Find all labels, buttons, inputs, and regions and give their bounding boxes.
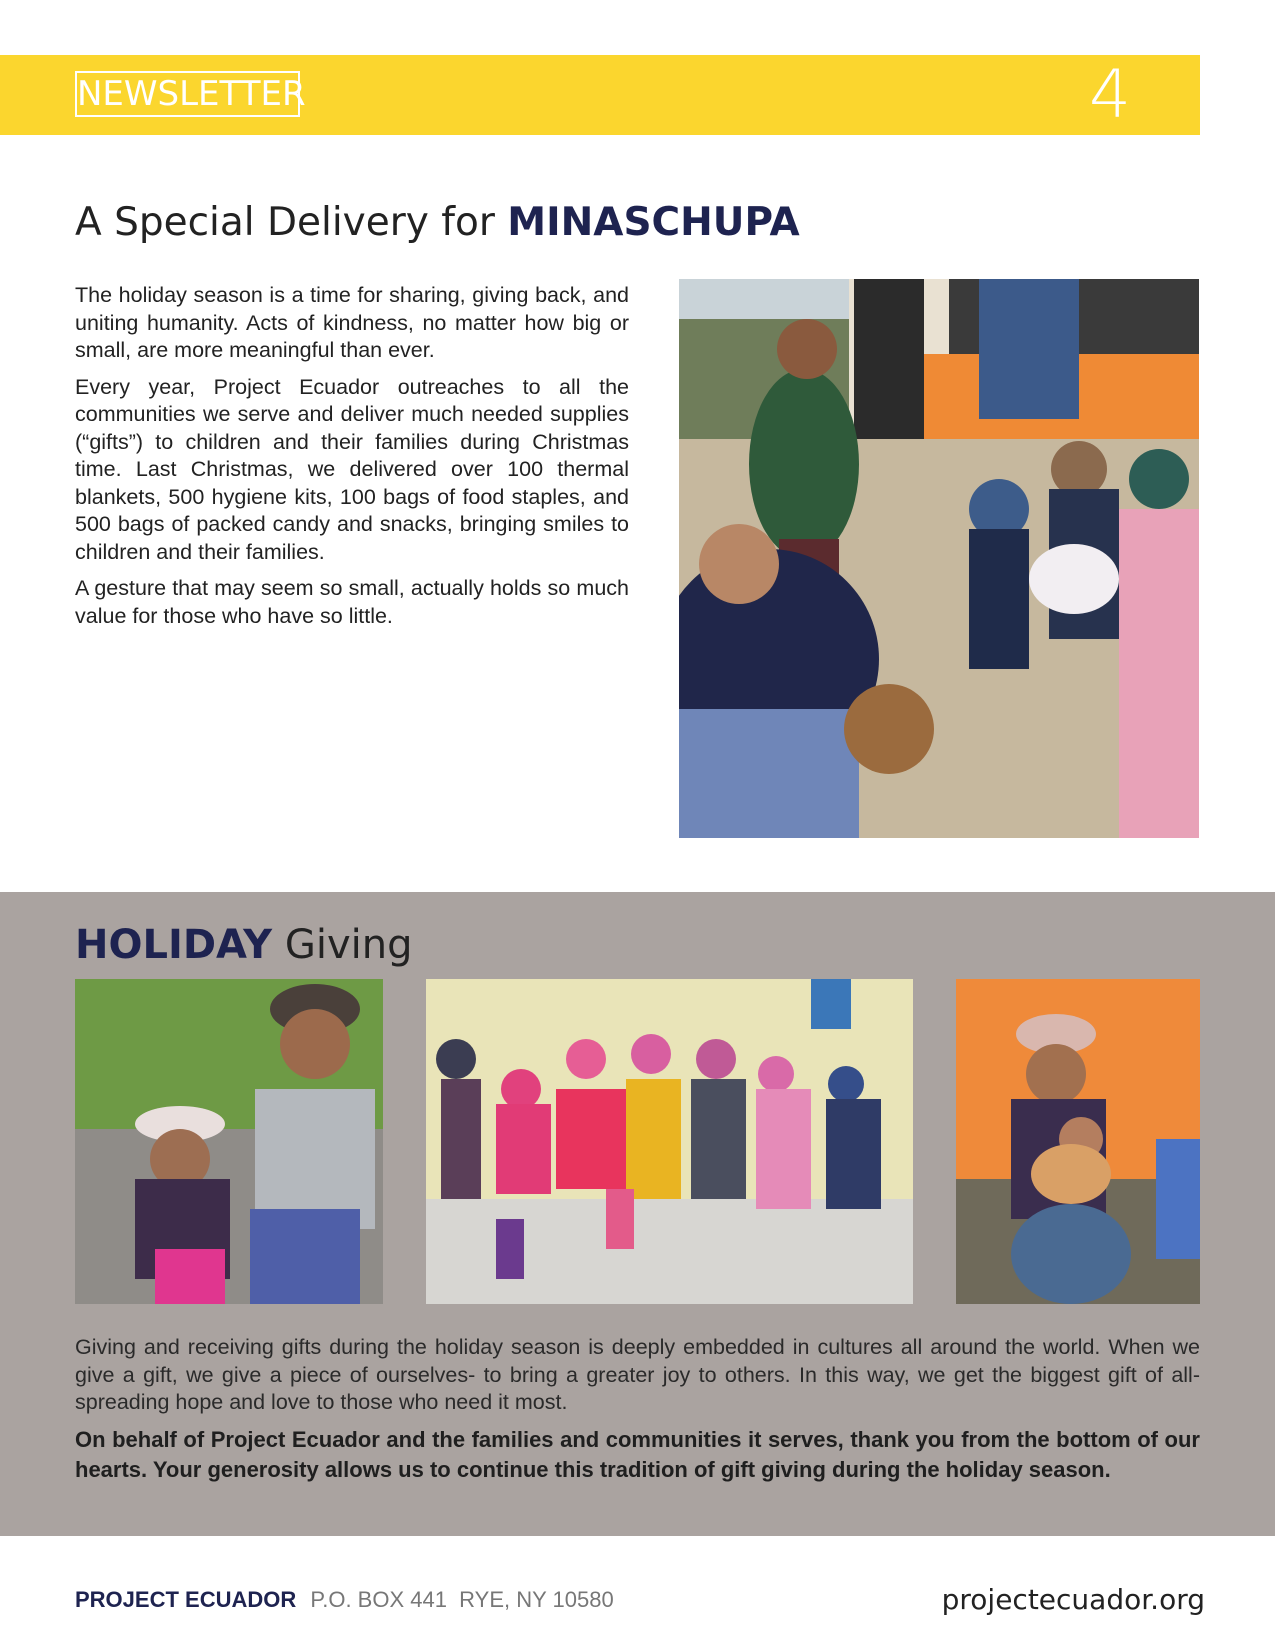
holiday-paragraph: Giving and receiving gifts during the holiday season is deeply embedded in cultures all around the world. When we give a gift, we give a piece of ourselves- to bring a greater joy to others. In this way, we get the biggest gift of all- spreading hope and love to those who need it most. xyxy=(75,1335,1200,1414)
footer-website[interactable]: projectecuador.org xyxy=(941,1583,1205,1616)
holiday-photo-2 xyxy=(426,979,913,1304)
holiday-photo-3 xyxy=(956,979,1200,1304)
delivery-photo xyxy=(679,279,1199,838)
holiday-title-bold: HOLIDAY xyxy=(75,922,273,968)
footer-org-name: PROJECT ECUADOR xyxy=(75,1587,297,1612)
holiday-photo-1 xyxy=(75,979,383,1304)
article-title xyxy=(75,200,800,245)
holiday-body xyxy=(75,1334,1200,1493)
article-paragraph: The holiday season is a time for sharing, giving back, and uniting humanity. Acts of kindness, no matter how big or small, are more meaningful than ever. xyxy=(75,283,629,362)
article-body xyxy=(75,282,629,639)
article-title-prefix: A Special Delivery for xyxy=(75,200,508,245)
thanks-paragraph: On behalf of Project Ecuador and the families and communities it serves, thank you from the bottom of our hearts. Your generosity allows us to continue this tradition of gift giving during the holiday season. xyxy=(75,1426,1200,1482)
article-title-place: MINASCHUPA xyxy=(507,200,800,245)
holiday-title xyxy=(75,922,413,968)
article-paragraph: A gesture that may seem so small, actually holds so much value for those who have so little. xyxy=(75,576,629,628)
page-number: 4 xyxy=(1089,56,1131,133)
holiday-title-rest: Giving xyxy=(272,922,413,968)
footer-contact xyxy=(75,1587,614,1613)
footer-address: P.O. BOX 441 RYE, NY 10580 xyxy=(310,1587,614,1612)
header-bar xyxy=(0,55,1200,135)
article-paragraph: Every year, Project Ecuador outreaches to all the communities we serve and deliver much needed supplies (“gifts”) to children and their families during Christmas time. Last Christmas, we delivered over 100 thermal blankets, 500 hygiene kits, 100 bags of food staples, and 500 bags of packed candy and snacks, bringing smiles to children and their families. xyxy=(75,374,629,564)
newsletter-label: NEWSLETTER xyxy=(75,71,300,117)
